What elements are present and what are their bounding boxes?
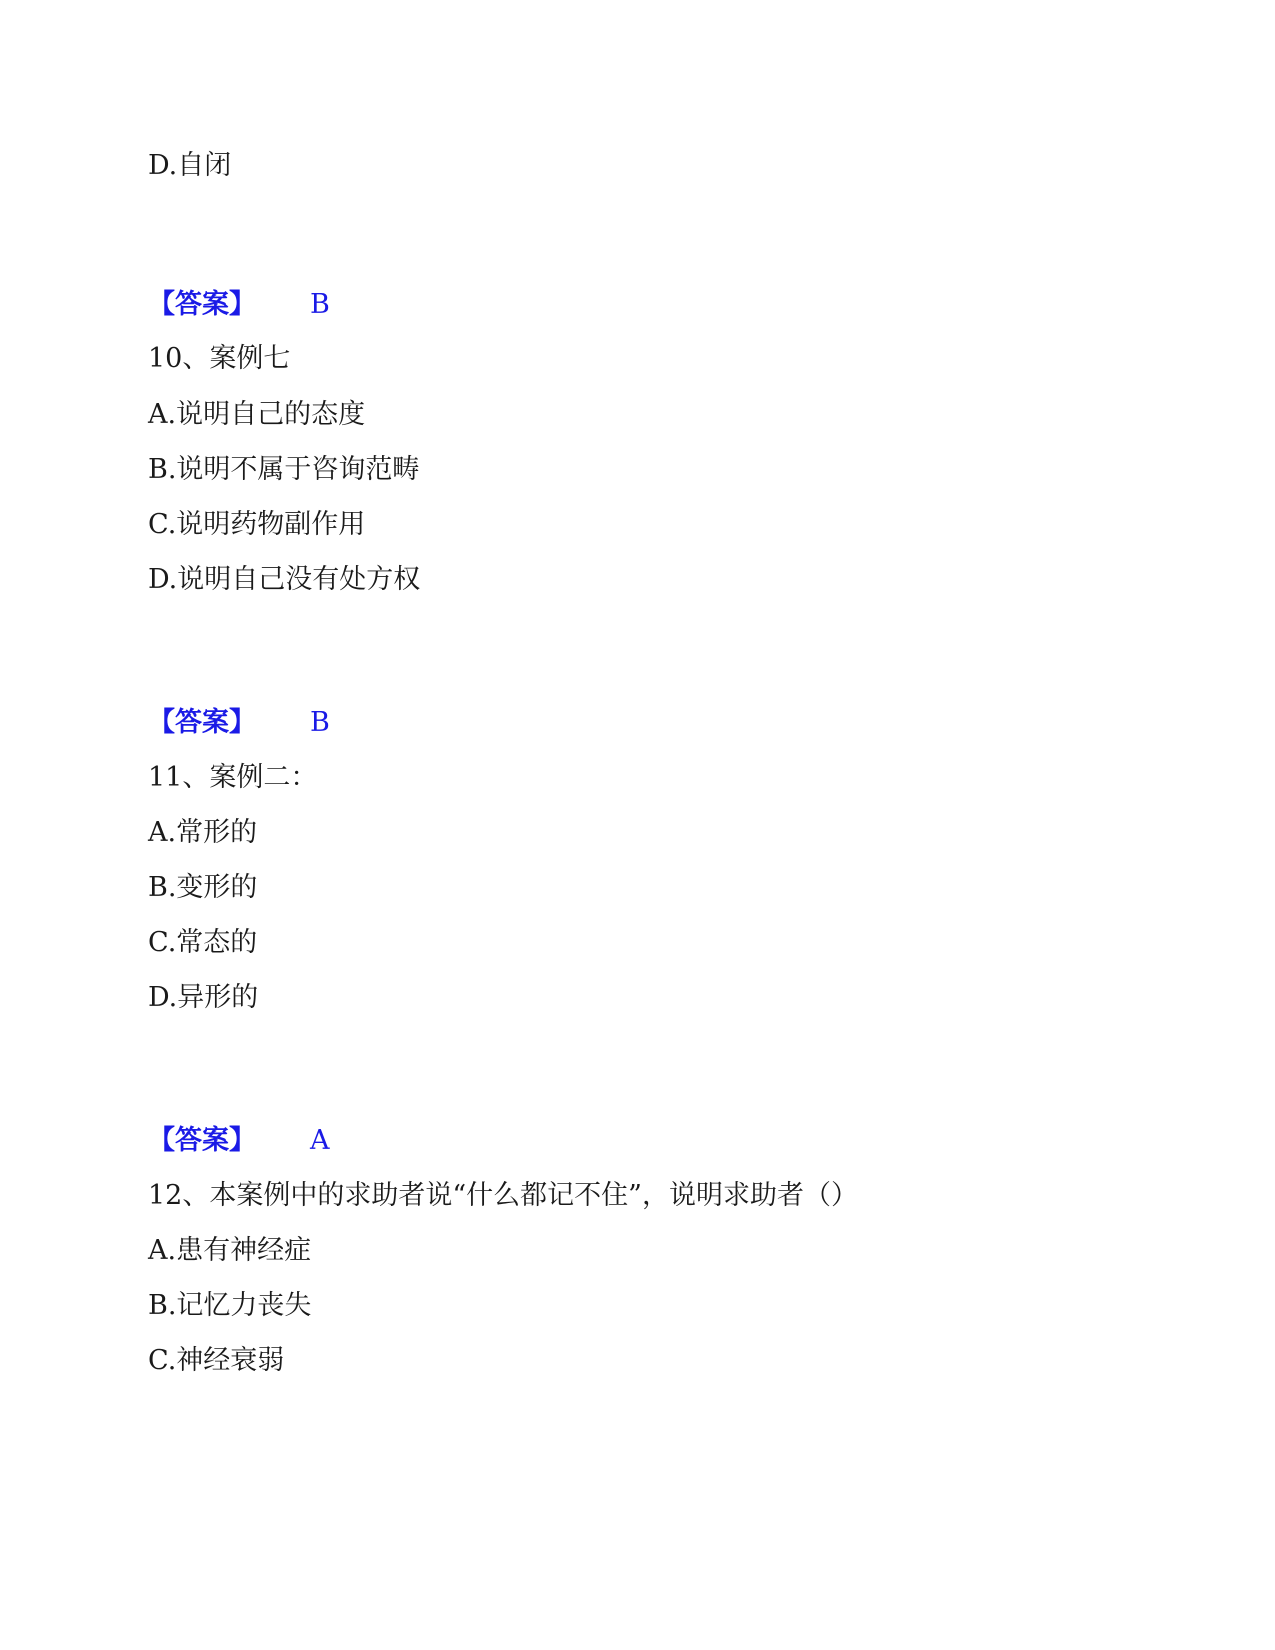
answer-11 <box>148 1123 330 1159</box>
answer-label: 【答案】 <box>148 289 256 320</box>
answer-value: A <box>310 1125 330 1156</box>
option-10-d: D.说明自己没有处方权 <box>148 564 421 595</box>
answer-10 <box>148 705 330 741</box>
option-11-c: C.常态的 <box>148 927 258 958</box>
option-11-a: A.常形的 <box>148 817 258 848</box>
option-10-c: C.说明药物副作用 <box>148 509 366 540</box>
option-10-a: A.说明自己的态度 <box>148 399 366 430</box>
answer-label: 【答案】 <box>148 707 256 738</box>
option-11-b: B.变形的 <box>148 872 258 903</box>
answer-label: 【答案】 <box>148 1125 256 1156</box>
answer-value: B <box>310 707 330 738</box>
option-9-d: D.自闭 <box>148 150 232 181</box>
option-12-b: B.记忆力丧失 <box>148 1290 312 1321</box>
question-10: 10、案例七 <box>148 343 291 374</box>
option-12-c: C.神经衰弱 <box>148 1345 285 1376</box>
option-12-a: A.患有神经症 <box>148 1235 312 1266</box>
question-11: 11、案例二： <box>148 762 318 793</box>
answer-value: B <box>310 289 330 320</box>
option-11-d: D.异形的 <box>148 982 259 1013</box>
question-12: 12、本案例中的求助者说“什么都记不住”，说明求助者（） <box>148 1180 858 1211</box>
option-10-b: B.说明不属于咨询范畴 <box>148 454 420 485</box>
answer-9 <box>148 287 330 323</box>
